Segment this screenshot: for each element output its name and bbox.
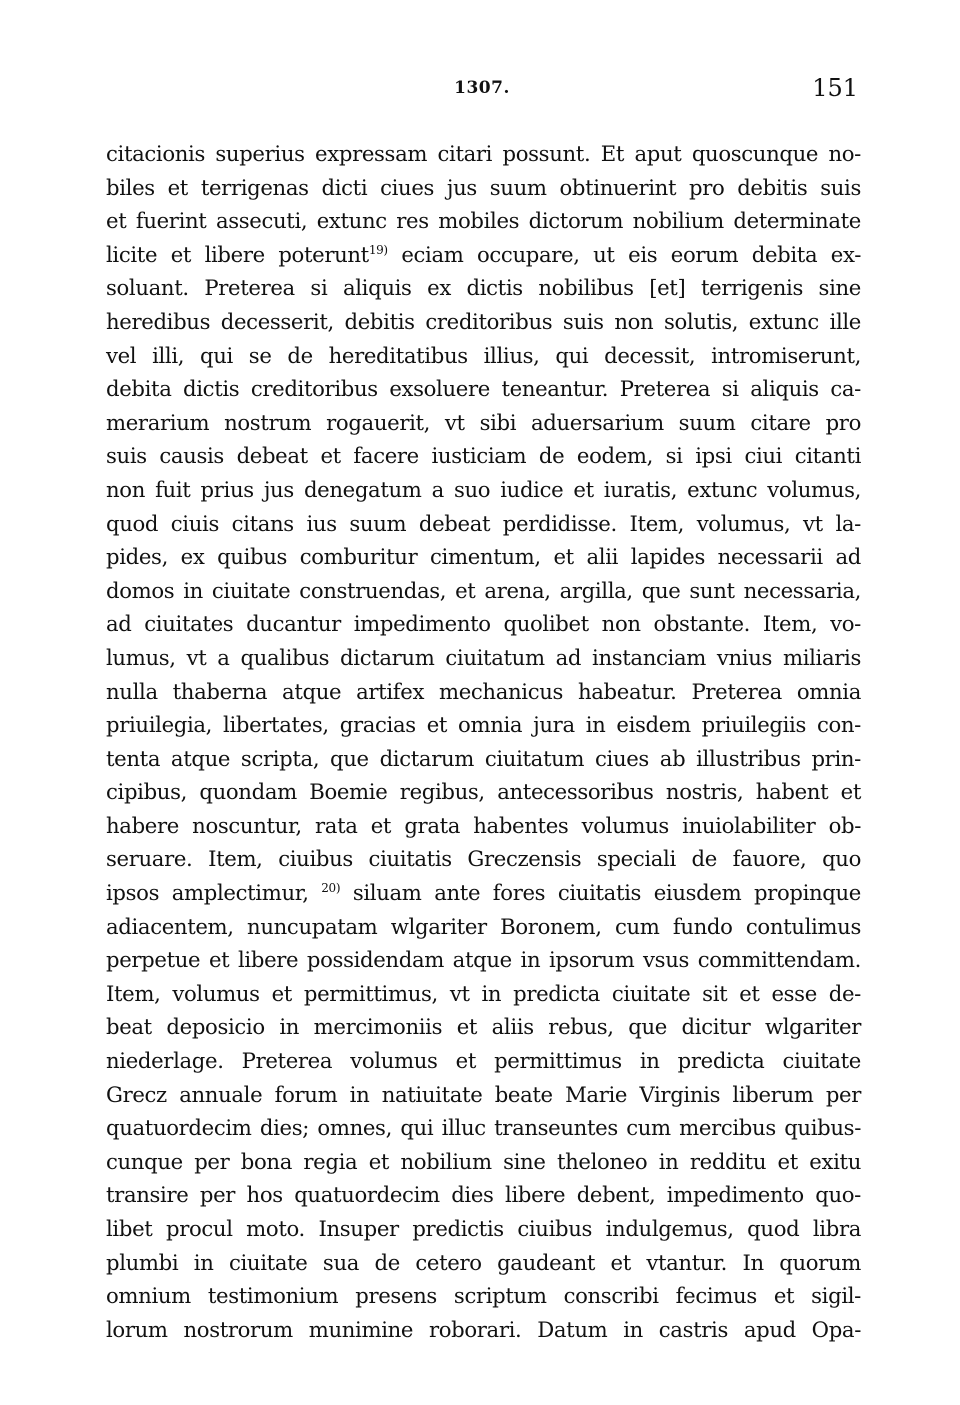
text-line: tenta atque scripta, que dictarum ciuitatum ciues ab illustribus prin- xyxy=(106,745,861,771)
text-line: debita dictis creditoribus exsoluere teneantur. Preterea si aliquis ca- xyxy=(106,376,861,402)
footnote-ref-19: 19) xyxy=(368,242,388,257)
text-line: ad ciuitates ducantur impedimento quolibet non obstante. Item, vo- xyxy=(106,611,861,637)
page-number: 151 xyxy=(812,74,858,102)
page-header xyxy=(106,74,858,108)
text-line: libet procul moto. Insuper predictis ciuibus indulgemus, quod libra xyxy=(106,1216,861,1241)
text-line: heredibus decesserit, debitis creditoribus suis non solutis, extunc ille xyxy=(106,308,861,334)
running-head-year: 1307. xyxy=(454,78,510,98)
text-line: suis causis debeat et facere iusticiam de eodem, si ipsi ciui citanti xyxy=(106,443,861,469)
text-line: citacionis superius expressam citari possunt. Et aput quoscunque no- xyxy=(106,141,861,166)
text-line: quatuordecim dies; omnes, qui illuc transeuntes cum mercibus quibus- xyxy=(106,1115,861,1141)
text-line: non fuit prius jus denegatum a suo iudice et iuratis, extunc volumus, xyxy=(106,476,861,502)
text-segment: ipsos amplectimur, xyxy=(106,880,309,906)
text-line: beat deposicio in mercimoniis et aliis rebus, que dicitur wlgariter xyxy=(106,1014,861,1040)
footnote-ref-20: 20) xyxy=(321,881,341,896)
text-line: pides, ex quibus comburitur cimentum, et alii lapides necessarii ad xyxy=(106,544,861,570)
text-line xyxy=(106,238,861,272)
text-line xyxy=(106,876,861,910)
text-line: Item, volumus et permittimus, vt in predicta ciuitate sit et esse de- xyxy=(106,980,861,1006)
text-segment: eciam occupare, ut eis eorum debita ex- xyxy=(401,241,862,267)
text-line: Grecz annuale forum in natiuitate beate Marie Virginis liberum per xyxy=(106,1081,861,1107)
text-line: plumbi in ciuitate sua de cetero gaudeant et vtantur. In quorum xyxy=(106,1249,861,1275)
text-line: et fuerint assecuti, extunc res mobiles dictorum nobilium determinate xyxy=(106,208,861,234)
text-line: cunque per bona regia et nobilium sine theloneo in redditu et exitu xyxy=(106,1148,861,1174)
text-line: habere noscuntur, rata et grata habentes volumus inuiolabiliter ob- xyxy=(106,812,861,838)
text-line: niederlage. Preterea volumus et permittimus in predicta ciuitate xyxy=(106,1048,861,1074)
text-line: lorum nostrorum munimine roborari. Datum in castris apud Opa- xyxy=(106,1316,861,1342)
text-line: biles et terrigenas dicti ciues jus suum obtinuerint pro debitis suis xyxy=(106,174,861,200)
text-segment: licite et libere poterunt xyxy=(106,241,369,267)
text-segment: siluam ante fores ciuitatis eiusdem propinque xyxy=(352,880,861,906)
text-line: lumus, vt a qualibus dictarum ciuitatum ad instanciam vnius miliaris xyxy=(106,644,861,670)
text-line: perpetue et libere possidendam atque in ipsorum vsus committendam. xyxy=(106,947,861,973)
text-line: cipibus, quondam Boemie regibus, antecessoribus nostris, habent et xyxy=(106,779,861,805)
text-line: priuilegia, libertates, gracias et omnia jura in eisdem priuilegiis con- xyxy=(106,712,861,738)
text-line: vel illi, qui se de hereditatibus illius, qui decessit, intromiserunt, xyxy=(106,342,861,368)
text-line: seruare. Item, ciuibus ciuitatis Greczensis speciali de fauore, quo xyxy=(106,846,861,872)
text-line: soluant. Preterea si aliquis ex dictis nobilibus [et] terrigenis sine xyxy=(106,275,861,301)
text-line: transire per hos quatuordecim dies libere debent, impedimento quo- xyxy=(106,1182,861,1208)
text-line: domos in ciuitate construendas, et arena, argilla, que sunt necessaria, xyxy=(106,577,861,603)
text-line: merarium nostrum rogauerit, vt sibi aduersarium suum citare pro xyxy=(106,409,861,435)
text-line: nulla thaberna atque artifex mechanicus habeatur. Preterea omnia xyxy=(106,678,861,704)
body-text xyxy=(106,137,861,1346)
text-line: omnium testimonium presens scriptum conscribi fecimus et sigil- xyxy=(106,1283,861,1309)
text-line: adiacentem, nuncupatam wlgariter Boronem, cum fundo contulimus xyxy=(106,913,861,939)
text-line: quod ciuis citans ius suum debeat perdidisse. Item, volumus, vt la- xyxy=(106,510,861,536)
